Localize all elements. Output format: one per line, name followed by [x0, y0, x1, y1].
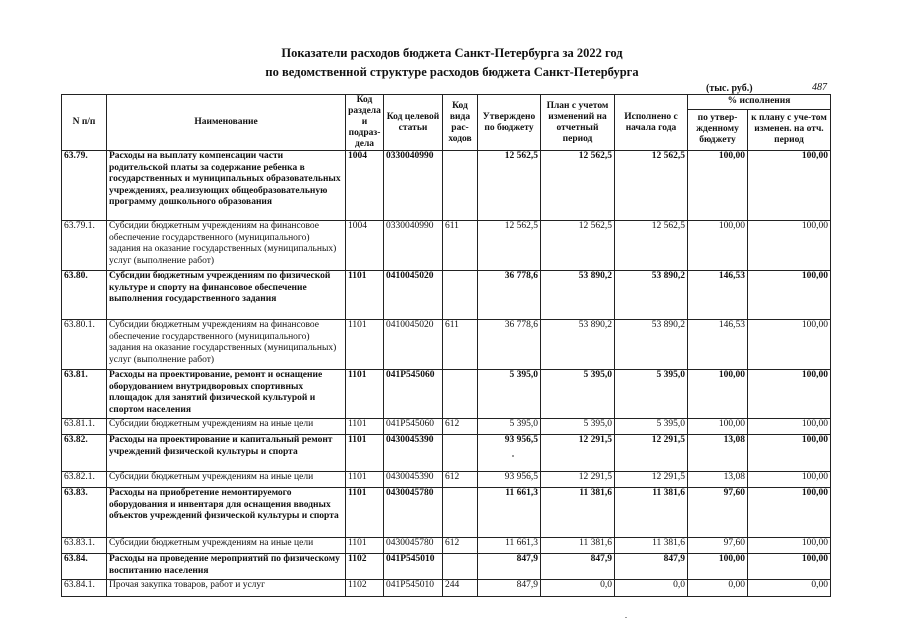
row-pct-plan: 100,00 — [748, 151, 831, 221]
row-pct-plan: 100,00 — [748, 370, 831, 419]
row-pct-plan: 100,00 — [748, 221, 831, 271]
row-kind-code: 612 — [443, 472, 478, 488]
row-name: Субсидии бюджетным учреждениям по физической культуре и спорту на финансовое обеспечение выполнения государственного задания — [107, 271, 346, 320]
header-approved: Утверждено по бюджету — [478, 95, 541, 151]
row-plan: 53 890,2 — [541, 320, 615, 370]
row-pct-plan: 100,00 — [748, 472, 831, 488]
row-pct-approved: 100,00 — [688, 370, 748, 419]
row-pct-plan: 100,00 — [748, 488, 831, 538]
row-plan: 11 381,6 — [541, 538, 615, 554]
row-section-code: 1102 — [346, 580, 384, 597]
row-approved: 93 956,5 — [478, 472, 541, 488]
row-number: 63.82. — [62, 435, 107, 472]
row-kind-code — [443, 554, 478, 580]
row-target-code: 0410045020 — [384, 320, 443, 370]
row-approved: 847,9 — [478, 554, 541, 580]
row-pct-approved: 146,53 — [688, 320, 748, 370]
row-pct-plan: 100,00 — [748, 320, 831, 370]
table-row — [62, 419, 831, 435]
row-section-code: 1101 — [346, 320, 384, 370]
row-name: Субсидии бюджетным учреждениям на финансовое обеспечение государственного (муниципального) задания на оказание государственных (муниципальных) услуг (выполнение работ) — [107, 221, 346, 271]
row-kind-code: 612 — [443, 538, 478, 554]
table-row — [62, 370, 831, 419]
row-target-code: 041P545010 — [384, 554, 443, 580]
row-pct-plan: 100,00 — [748, 435, 831, 472]
row-section-code: 1004 — [346, 221, 384, 271]
row-executed: 53 890,2 — [615, 271, 688, 320]
header-name: Наименование — [107, 95, 346, 151]
row-target-code: 0430045780 — [384, 538, 443, 554]
row-name: Субсидии бюджетным учреждениям на иные цели — [107, 472, 346, 488]
row-section-code: 1101 — [346, 488, 384, 538]
table-row — [62, 554, 831, 580]
row-approved: 12 562,5 — [478, 151, 541, 221]
row-number: 63.79. — [62, 151, 107, 221]
row-number: 63.84.1. — [62, 580, 107, 597]
row-approved: 36 778,6 — [478, 271, 541, 320]
page-number: 487 — [812, 82, 827, 93]
row-name: Расходы на проектирование и капитальный ремонт учреждений физической культуры и спорта — [107, 435, 346, 472]
row-target-code: 0430045390 — [384, 472, 443, 488]
row-name: Расходы на проведение мероприятий по физическому воспитанию населения — [107, 554, 346, 580]
row-pct-approved: 97,60 — [688, 488, 748, 538]
row-target-code: 041P545060 — [384, 419, 443, 435]
header-percent-group: % исполнения — [688, 95, 831, 110]
row-section-code: 1004 — [346, 151, 384, 221]
title-line-1: Показатели расходов бюджета Санкт-Петербурга за 2022 год — [281, 46, 623, 60]
row-plan: 0,0 — [541, 580, 615, 597]
row-kind-code — [443, 370, 478, 419]
scan-speck — [512, 455, 514, 457]
row-number: 63.80. — [62, 271, 107, 320]
row-executed: 0,0 — [615, 580, 688, 597]
row-plan: 5 395,0 — [541, 419, 615, 435]
row-target-code: 0430045390 — [384, 435, 443, 472]
row-executed: 11 381,6 — [615, 488, 688, 538]
row-number: 63.84. — [62, 554, 107, 580]
row-kind-code — [443, 488, 478, 538]
row-pct-approved: 100,00 — [688, 151, 748, 221]
row-kind-code — [443, 435, 478, 472]
row-approved: 93 956,5 — [478, 435, 541, 472]
row-pct-plan: 100,00 — [748, 419, 831, 435]
row-executed: 12 562,5 — [615, 151, 688, 221]
row-pct-approved: 97,60 — [688, 538, 748, 554]
header-executed: Исполнено с начала года — [615, 95, 688, 151]
row-approved: 36 778,6 — [478, 320, 541, 370]
header-target-code: Код целевой статьи — [384, 95, 443, 151]
row-plan: 11 381,6 — [541, 488, 615, 538]
row-executed: 12 562,5 — [615, 221, 688, 271]
row-kind-code — [443, 271, 478, 320]
row-target-code: 0430045780 — [384, 488, 443, 538]
row-plan: 5 395,0 — [541, 370, 615, 419]
row-plan: 12 291,5 — [541, 435, 615, 472]
header-num: N п/п — [62, 95, 107, 151]
row-target-code: 0330040990 — [384, 221, 443, 271]
row-executed: 847,9 — [615, 554, 688, 580]
table-row — [62, 151, 831, 221]
row-number: 63.81. — [62, 370, 107, 419]
row-target-code: 0330040990 — [384, 151, 443, 221]
row-target-code: 041P545060 — [384, 370, 443, 419]
row-number: 63.82.1. — [62, 472, 107, 488]
header-kind-code: Код вида рас-ходов — [443, 95, 478, 151]
row-pct-approved: 0,00 — [688, 580, 748, 597]
row-section-code: 1101 — [346, 472, 384, 488]
row-executed: 12 291,5 — [615, 435, 688, 472]
row-name: Расходы на приобретение немонтируемого оборудования и инвентаря для оснащения вводных объектов учреждений физической культуры и спорта — [107, 488, 346, 538]
row-approved: 5 395,0 — [478, 419, 541, 435]
row-number: 63.80.1. — [62, 320, 107, 370]
row-pct-approved: 100,00 — [688, 554, 748, 580]
row-pct-approved: 100,00 — [688, 419, 748, 435]
row-plan: 12 562,5 — [541, 221, 615, 271]
row-number: 63.83. — [62, 488, 107, 538]
row-kind-code — [443, 151, 478, 221]
table-row — [62, 488, 831, 538]
row-pct-plan: 100,00 — [748, 271, 831, 320]
table-row — [62, 472, 831, 488]
row-executed: 5 395,0 — [615, 370, 688, 419]
row-pct-approved: 13,08 — [688, 435, 748, 472]
row-pct-approved: 100,00 — [688, 221, 748, 271]
table-row — [62, 221, 831, 271]
row-pct-plan: 100,00 — [748, 554, 831, 580]
row-approved: 5 395,0 — [478, 370, 541, 419]
row-section-code: 1101 — [346, 538, 384, 554]
row-section-code: 1102 — [346, 554, 384, 580]
table-row — [62, 435, 831, 472]
row-name: Субсидии бюджетным учреждениям на иные цели — [107, 538, 346, 554]
row-plan: 53 890,2 — [541, 271, 615, 320]
header-plan: План с учетом изменений на отчетный период — [541, 95, 615, 151]
row-number: 63.83.1. — [62, 538, 107, 554]
row-pct-plan: 0,00 — [748, 580, 831, 597]
row-name: Субсидии бюджетным учреждениям на иные цели — [107, 419, 346, 435]
row-approved: 11 661,3 — [478, 488, 541, 538]
row-approved: 847,9 — [478, 580, 541, 597]
header-pct-plan: к плану с уче-том изменен. на отч. период — [748, 109, 831, 150]
row-kind-code: 612 — [443, 419, 478, 435]
row-executed: 11 381,6 — [615, 538, 688, 554]
document-title — [0, 44, 904, 82]
row-kind-code: 611 — [443, 320, 478, 370]
row-kind-code: 611 — [443, 221, 478, 271]
header-section-code: Код раздела и подраз-дела — [346, 95, 384, 151]
row-name: Расходы на выплату компенсации части родительской платы за содержание ребенка в государственных и муниципальных образовательных учреждениях, реализующих общеобразовательную программу дошкольного образования — [107, 151, 346, 221]
row-pct-approved: 146,53 — [688, 271, 748, 320]
header-pct-approved: по утвер-жденному бюджету — [688, 109, 748, 150]
row-target-code: 0410045020 — [384, 271, 443, 320]
row-executed: 12 291,5 — [615, 472, 688, 488]
table-row — [62, 580, 831, 597]
row-executed: 53 890,2 — [615, 320, 688, 370]
row-pct-approved: 13,08 — [688, 472, 748, 488]
row-section-code: 1101 — [346, 419, 384, 435]
table-row — [62, 320, 831, 370]
row-number: 63.81.1. — [62, 419, 107, 435]
budget-table — [61, 94, 831, 597]
row-approved: 11 661,3 — [478, 538, 541, 554]
table-row — [62, 538, 831, 554]
title-line-2: по ведомственной структуре расходов бюджета Санкт-Петербурга — [265, 65, 639, 79]
row-target-code: 041P545010 — [384, 580, 443, 597]
row-number: 63.79.1. — [62, 221, 107, 271]
row-executed: 5 395,0 — [615, 419, 688, 435]
row-name: Субсидии бюджетным учреждениям на финансовое обеспечение государственного (муниципального) задания на оказание государственных (муниципальных) услуг (выполнение работ) — [107, 320, 346, 370]
scan-speck — [625, 617, 627, 618]
row-plan: 847,9 — [541, 554, 615, 580]
row-section-code: 1101 — [346, 370, 384, 419]
row-pct-plan: 100,00 — [748, 538, 831, 554]
row-kind-code: 244 — [443, 580, 478, 597]
row-plan: 12 291,5 — [541, 472, 615, 488]
row-section-code: 1101 — [346, 435, 384, 472]
row-plan: 12 562,5 — [541, 151, 615, 221]
row-approved: 12 562,5 — [478, 221, 541, 271]
table-row — [62, 271, 831, 320]
units-label: (тыс. руб.) — [706, 83, 753, 94]
row-name: Прочая закупка товаров, работ и услуг — [107, 580, 346, 597]
row-section-code: 1101 — [346, 271, 384, 320]
row-name: Расходы на проектирование, ремонт и оснащение оборудованием внутридворовых спортивных площадок для занятий физической культурой и спортом населения — [107, 370, 346, 419]
